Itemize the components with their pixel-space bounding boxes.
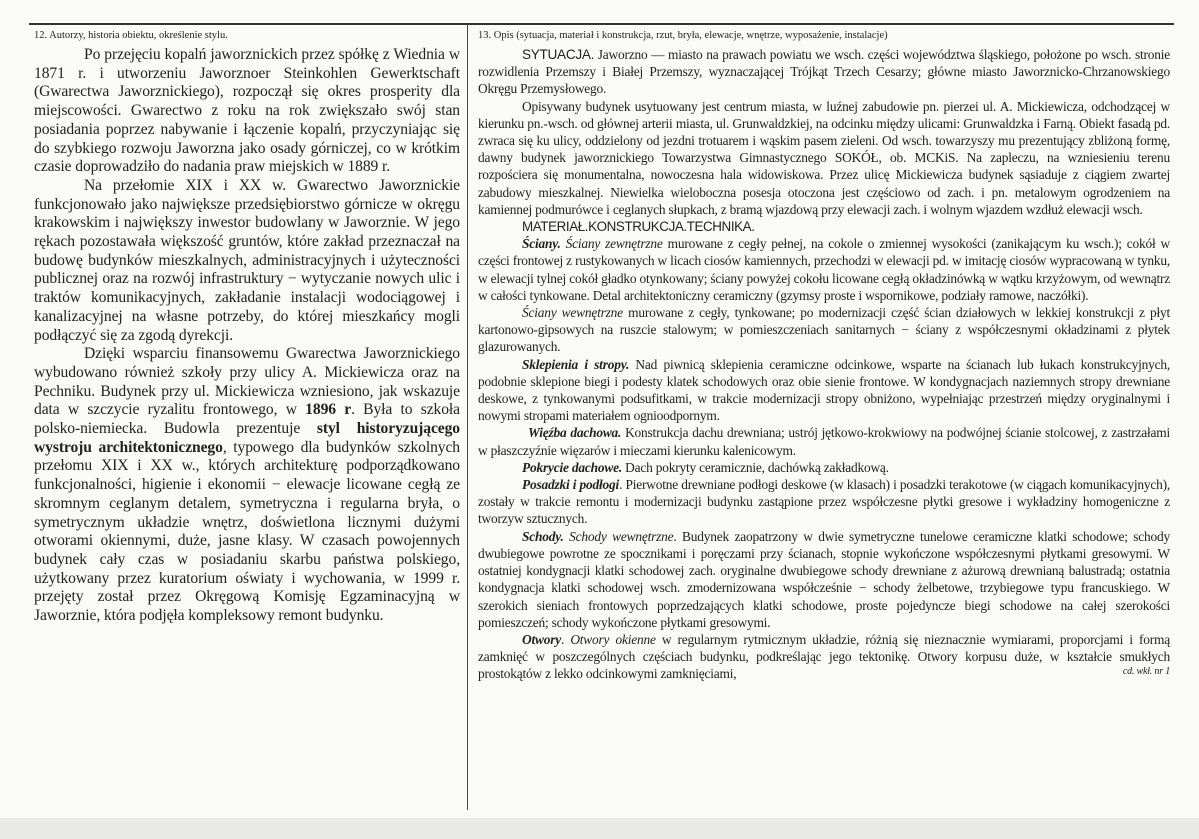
- text: Nad piwnicą sklepienia ceramiczne odcinkowe, wsparte na ścianach lub łukach konstrukcyjnych, podobnie sklepione biegi i podesty klatek schodowych oraz obie sienie frontowe. W kondygnacjach naziemnych stropy drewniane deskowe, z tynkowanymi podsufitkami, w trakcie modernizacji stropy obniżono, wypełniając przestrzeń między oryginalnymi i nowymi stropami materiałem ognioodpornym.: [478, 356, 1170, 424]
- text: . Była to szkoła polsko-niemiecka. Budowla prezentuje: [34, 401, 460, 438]
- text: w regularnym rytmicznym układzie, różnią się nieznacznie wymiarami, proporcjami i formą zamknięć w poszczególnych częściach budynku, podkreślając jego tektonikę. Otwory korpusu duże, w kształcie smukłych prostokątów z lekko odcinkowymi zamknięciami,: [478, 631, 1171, 682]
- inner-walls-label: Ściany wewnętrzne: [522, 305, 623, 321]
- vaults-paragraph: [478, 356, 1170, 425]
- location-paragraph: Opisywany budynek usytuowany jest centrum miasta, w luźnej zabudowie pn. pierzei ul. A. Mickiewicza, odchodzącej w kierunku pn.-wsch. od głównej arterii miasta, ul. Grunwaldzkiej, na odcinku między ulicami: Grunwaldzka i Farną. Obiekt fasadą pd. zwraca się ku ulicy, oddzielony od jezdni trotuarem i wąskim pasem zieleni. Od wsch. towarzyszy mu prezentujący zbliżoną formę, dawny budynek jaworznickiego Towarzystwa Gimnastycznego SOKÓŁ, ob. MCKiS. Na zapleczu, na wzniesieniu terenu rozpościera się monumentalna, nowoczesna hala widowiskowa. Przez ulicę Mickiewicza budynek sąsiaduje z ciągiem zwartej zabudowy mieszkalnej. Niewielka wieloboczna posesja otoczona jest częściowo od zach. i pn. metalowym ogrodzeniem na kamiennej podmurówce i ceglanych słupkach, z bramą wjazdową przy elewacji zach. i wolnym wjazdem wzdłuż elewacji wsch.: [478, 98, 1170, 217]
- history-paragraph-1: Po przejęciu kopalń jaworznickich przez spółkę z Wiednia w 1871 r. i utworzeniu Jaworznoer Steinkohlen Gewerktschaft (Gwarectwa Jaworznickiego), rozpoczął się okres prosperity dla miejscowości. Gwarectwo z roku na rok zwiększało swój stan posiadania poprzez nabywanie i łączenie kopalń, przyczyniając się do szybkiego rozwoju Jaworzna jako osady górniczej, co w krótkim czasie doprowadziło do nadania praw miejskich w 1889 r.: [34, 46, 460, 176]
- text: . Budynek zaopatrzony w dwie symetryczne tunelowe ceramiczne klatki schodowe; schody dwubiegowe powrotne ze spocznikami i poręczami przy ścianach, stopnie wykończone współczesnymi płytkami gresowymi. W ostatniej kondygnacji klatki schodowej zach. oryginalne dwubiegowe schody drewniane z ażurową drewnianą balustradą; ostatnia kondygnacja klatki schodowej wsch. zmodernizowana współcześnie − schody żelbetowe, trzybiegowe typu francuskiego. W szerokich sieniach frontowych poprzedzających klatki schodowe, proste pojedyncze biegi schodowe na całej szerokości pomieszczeń; schody wykończone płytkami gresowymi.: [478, 528, 1170, 630]
- construction-year: 1896 r: [305, 401, 352, 419]
- walls-paragraph: [478, 235, 1170, 304]
- text: Konstrukcja dachu drewniana; ustrój jętkowo-krokwiowy na podwójnej ścianie stolcowej, z zastrzałami w płaszczyźnie więzarów i mieczami kierunku kalenicowym.: [478, 425, 1170, 458]
- section-13-description: [478, 29, 1170, 683]
- roofing-label: Pokrycie dachowe.: [522, 459, 622, 475]
- material-heading: MATERIAŁ.KONSTRUKCJA.TECHNIKA.: [522, 219, 755, 235]
- text: . Pierwotne drewniane podłogi deskowe (w klasach) i posadzki terakotowe (w ciągach komunikacyjnych), zostały w trakcie remontu i modernizacji budynku zastąpione przez współczesne płytki gresowe i wykładziny homogeniczne z tworzyw sztucznych.: [478, 477, 1170, 527]
- situation-paragraph: [478, 46, 1170, 98]
- walls-label: Ściany.: [522, 236, 561, 252]
- text: Dzięki wsparciu finansowemu Gwarectwa Jaworznickiego wybudowano również szkoły przy ulicy A. Mickiewicza oraz na Pechniku. Budynek przy ul. Mickiewicza wzniesiono, jak wskazuje data w szczycie ryzalitu frontowego, w: [34, 345, 460, 419]
- scan-bottom-edge: [0, 818, 1199, 839]
- inner-stairs-label: Schody wewnętrzne: [569, 528, 674, 544]
- situation-label: SYTUACJA.: [522, 47, 595, 62]
- outer-walls-label: Ściany zewnętrzne: [565, 236, 663, 252]
- text: , typowego dla budynków szkolnych przełomu XIX i XX w., których architekturę podporządkowano funkcjonalności, higienie i ekonomii − elewacje licowane cegłą ze skromnym ceglanym detalem, symetryczna i regularna bryła, o symetrycznym układzie wnętrz, doświetlona licznymi dużymi otworami okiennymi, duże, jasne klasy. W czasach powojennych budynek cały czas w posiadaniu skarbu państwa polskiego, użytkowany przez kuratorium oświaty i wychowania, w 1999 r. przejęty został przez Okręgową Komisję Egzaminacyjną w Jaworznie, która podjęła kompleksowy remont budynku.: [34, 438, 461, 625]
- roofing-paragraph: [478, 459, 1170, 476]
- window-openings-label: Otwory okienne: [570, 631, 656, 647]
- section-13-heading: 13. Opis (sytuacja, materiał i konstrukcja, rzut, bryła, elewacje, wnętrze, wyposażenie, instalacje): [478, 30, 888, 41]
- vaults-label: Sklepienia i stropy.: [522, 356, 630, 372]
- text: murowane z cegły, tynkowane; po modernizacji część ścian działowych w lekkiej konstrukcji z płyt kartonowo-gipsowych na ruszcie stalowym; w pomieszczeniach sanitarnych − ściany z współczesnymi okładzinami z płytek glazurowanych.: [478, 305, 1170, 355]
- column-divider: [467, 24, 468, 810]
- text: Jaworzno — miasto na prawach powiatu we wsch. części województwa śląskiego, położone po wsch. stronie rozwidlenia Przemszy i Białej Przemszy, wyznaczającej Trójkąt Trzech Cesarzy; główne miasto Jaworznicko-Chrzanowskiego Okręgu Przemysłowego.: [478, 47, 1170, 97]
- history-paragraph-3: [34, 345, 460, 626]
- stairs-paragraph: [478, 528, 1170, 631]
- section-12-history: [34, 29, 460, 626]
- openings-label: Otwory: [522, 631, 561, 647]
- roof-truss-label: Więźba dachowa.: [528, 425, 622, 441]
- top-rule: [29, 23, 1174, 25]
- inner-walls-paragraph: [478, 304, 1170, 356]
- floors-paragraph: [478, 476, 1170, 528]
- openings-paragraph: Otwory. Otwory okienne w regularnym rytmicznym układzie, różnią się nieznacznie wymiarami, proporcjami i formą zamknięć w poszczególnych częściach budynku, podkreślając jego tektonikę. Otwory korpusu duże, w kształcie smukłych prostokątów z lekko odcinkowymi zamknięciami, cd. wkł. nr 1: [478, 631, 1171, 682]
- section-12-heading: 12. Autorzy, historia obiektu, określenie stylu.: [34, 30, 228, 41]
- text: Dach pokryty ceramicznie, dachówką zakładkową.: [621, 459, 889, 475]
- history-paragraph-2: Na przełomie XIX i XX w. Gwarectwo Jaworznickie funkcjonowało jako największe przedsiębiorstwo górnicze w okręgu krakowskim i największy inwestor budowlany w Jaworznie. W jego rękach pozostawała większość gruntów, które zakład przeznaczał na budowę budynków mieszkalnych, administracyjnych i użyteczności publicznej oraz na rozwój infrastruktury − wytyczanie nowych ulic i traktów komunikacyjnych, zakładanie instalacji wodociągowej i kanalizacyjnej na własne potrzeby, do której mieszkańcy mogli podłączyć się za zgodą dyrekcji.: [34, 176, 460, 344]
- continuation-note: cd. wkł. nr 1: [1122, 666, 1170, 678]
- roof-truss-paragraph: [478, 424, 1170, 458]
- floors-label: Posadzki i podłogi: [522, 477, 620, 493]
- style-name: styl historyzującego wystroju architektonicznego: [34, 420, 460, 456]
- stairs-label: Schody.: [522, 528, 564, 544]
- text: murowane z cegły pełnej, na cokole o zmiennej wysokości (zanikającym ku wsch.); cokół w części frontowej z rustykowanych w licach ciosów kamiennych, przechodzi w elewacji pd. w imitację ciosów wypracowaną w tynku, w elewacji tylnej cokół gładko otynkowany; ściany powyżej cokołu licowane cegłą okładzinówką w wątku krzyżowym, od wewnątrz w całości tynkowane. Detal architektoniczny ceramiczny (gzymsy proste i wspornikowe, podziały ramowe, naczółki).: [478, 236, 1170, 303]
